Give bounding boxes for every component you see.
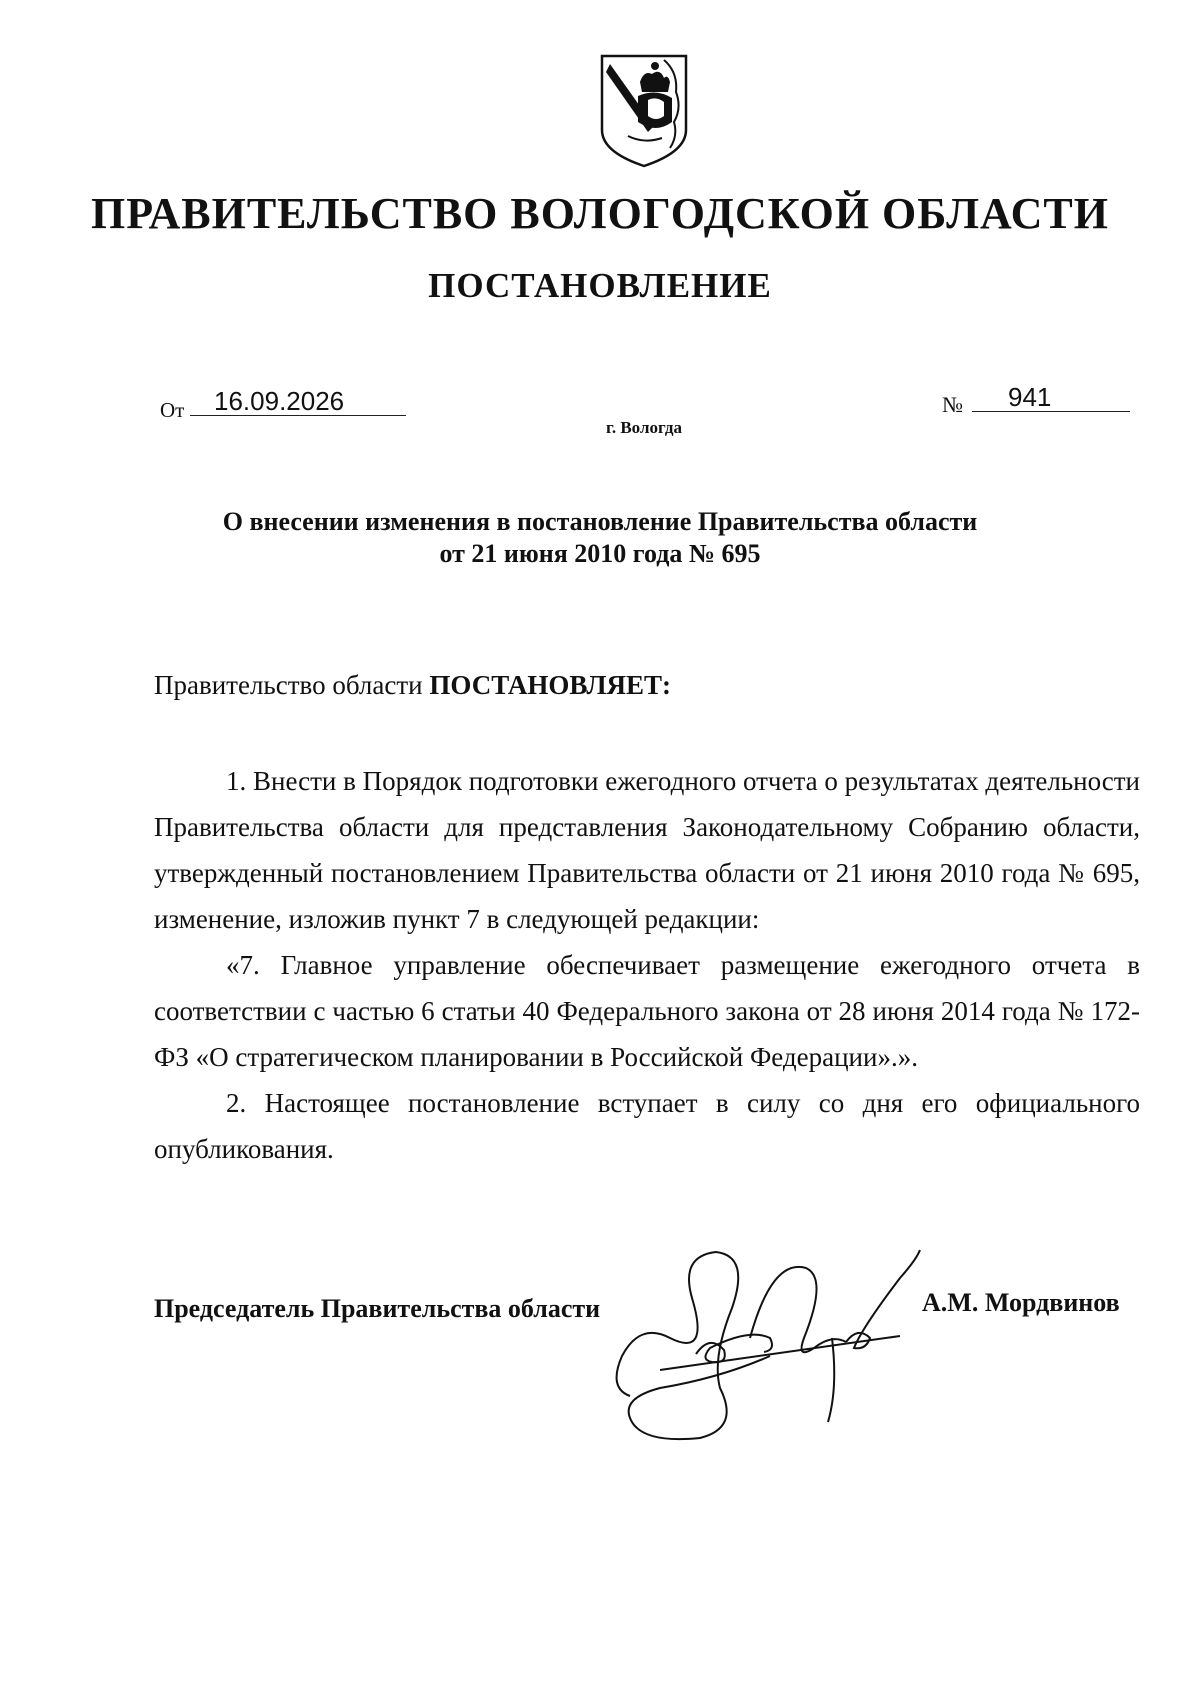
document-number: 941 xyxy=(972,382,1130,412)
subject-line-2: от 21 июня 2010 года № 695 xyxy=(439,539,761,568)
government-title: ПРАВИТЕЛЬСТВО ВОЛОГОДСКОЙ ОБЛАСТИ xyxy=(91,189,1109,238)
signatory-title: Председатель Правительства области xyxy=(154,1294,601,1323)
preamble-emphasis: ПОСТАНОВЛЯЕТ: xyxy=(429,670,671,700)
document-date: 16.09.2026 xyxy=(190,386,406,416)
date-label: От xyxy=(160,398,185,422)
coat-of-arms-icon xyxy=(598,52,690,170)
preamble xyxy=(154,670,671,701)
signatory-name: А.М. Мордвинов xyxy=(922,1288,1120,1317)
signature-icon xyxy=(600,1238,940,1448)
paragraph-1: 1. Внести в Порядок подготовки ежегодного отчета о результатах деятельности Правительства области для представления Законодательному Собранию области, утвержденный постановлением Правительства области от 21 июня 2010 года № 695, изменение, изложив пункт 7 в следующей редакции: xyxy=(154,766,1140,934)
preamble-text: Правительство области xyxy=(154,670,430,700)
number-label: № xyxy=(942,392,963,417)
document-type: ПОСТАНОВЛЕНИЕ xyxy=(428,266,772,305)
paragraph-2: «7. Главное управление обеспечивает размещение ежегодного отчета в соответствии с частью 6 статьи 40 Федерального закона от 28 июня 2014 года № 172-ФЗ «О стратегическом планировании в Российской Федерации».». xyxy=(154,950,1140,1072)
city-name: г. Вологда xyxy=(606,418,682,437)
document-subject xyxy=(150,506,1050,570)
document-body xyxy=(154,758,1140,1172)
subject-line-1: О внесении изменения в постановление Правительства области xyxy=(222,507,978,536)
paragraph-3: 2. Настоящее постановление вступает в силу со дня его официального опубликования. xyxy=(154,1088,1140,1164)
